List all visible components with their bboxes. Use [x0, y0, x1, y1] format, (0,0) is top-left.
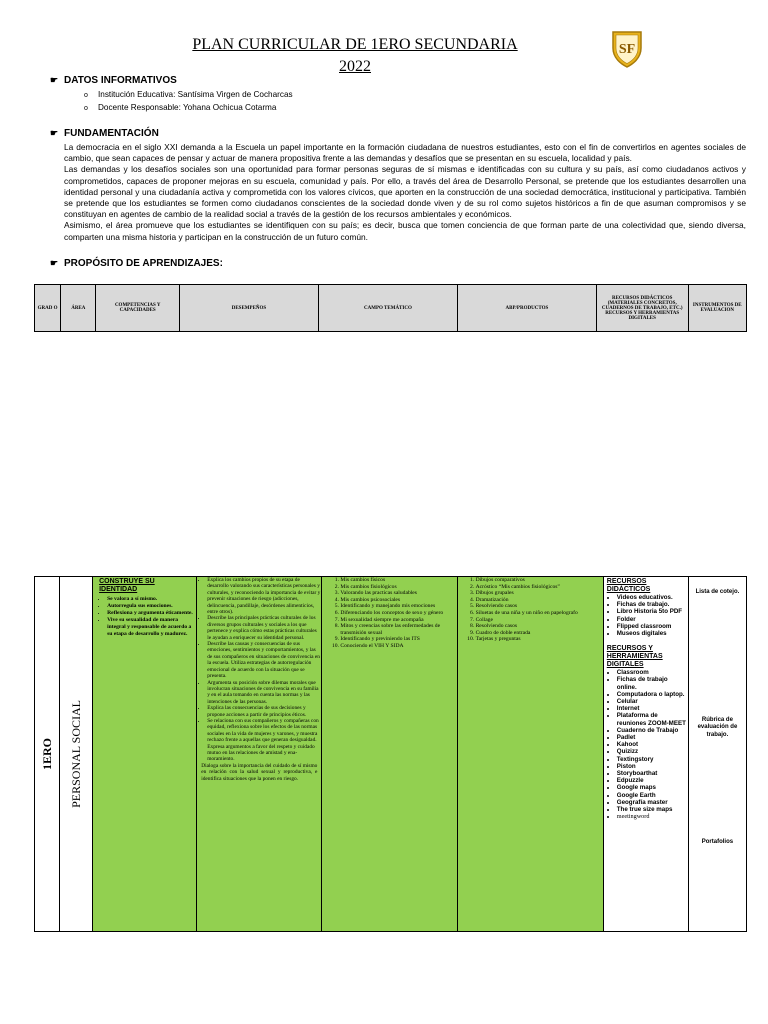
list-item: 2. Acróstico “Mis cambios fisiológicos” — [476, 584, 599, 591]
list-item: 8. Mitos y creencias sobre las enfermedades de transmisión sexual — [340, 623, 452, 636]
section-fundamentacion — [50, 128, 159, 139]
list-item: 6. Siluetas de una niña y un niño en papelografo — [476, 610, 599, 617]
list-item: • Reflexiona y argumenta éticamente. — [107, 610, 196, 617]
list-item: • Se relaciona con sus compañeros y compañeras con equidad, reflexiona sobre los efectos de las normas sociales en la vida de mujeres y varones, y muestra rechazo frente a aquellas que generan desigualdad. Expresa argumentos a favor del respeto y cuidado mutuo en las relaciones de amistad y ena-moramiento. — [207, 718, 321, 763]
list-item: 10. Tarjetas y preguntas — [476, 636, 599, 643]
list-item: • Plataforma de reuniones ZOOM-MEET — [617, 712, 686, 726]
list-item: • Fichas de trabajo online. — [617, 676, 686, 690]
section-proposito — [50, 258, 223, 269]
cell-campo — [322, 577, 457, 932]
recursos-digitales-list — [607, 669, 686, 820]
list-item: • Se valora a sí mismo. — [107, 596, 196, 603]
list-item: • Padlet — [617, 734, 686, 741]
list-item: • Quizizz — [617, 748, 686, 755]
title-line-1: PLAN CURRICULAR DE 1ERO SECUNDARIA — [192, 36, 518, 53]
title-line-2: 2022 — [339, 58, 371, 75]
curriculum-header-table — [34, 284, 747, 332]
list-item: • Explica las consecuencias de sus decisiones y propone acciones a partir de principios éticos. — [207, 705, 321, 718]
desempeno-extra: Dialoga sobre la importancia del cuidado de sí mismo en relación con la salud sexual y reproductiva, e identifica situaciones que la ponen en riesgo. — [201, 762, 318, 782]
list-item: 9. Cuadro de doble entrada — [476, 630, 599, 637]
list-item: • Piston — [617, 763, 686, 770]
list-item: • Libro Historia 5to PDF — [617, 608, 686, 615]
list-item: • Vive su sexualidad de manera integral y responsable de acuerdo a su etapa de desarrollo y madurez. — [107, 617, 196, 638]
header-recursos: RECURSOS DIDÁCTICOS (MATERIALES CONCRETOS, CUADERNOS DE TRABAJO, ETC.) RECURSOS Y HERRAMIENTAS DIGITALES — [596, 285, 688, 332]
cell-competencias — [93, 577, 197, 932]
grado-label: 1ERO — [39, 737, 54, 770]
list-item: • Museos digitales — [617, 630, 686, 637]
list-item: • Kahoot — [617, 741, 686, 748]
list-item: • Argumenta su posición sobre dilemas morales que involucran situaciones de convivencia en su familia y en el aula tomando en cuenta las normas y las intenciones de las personas. — [207, 680, 321, 706]
cell-abp — [457, 577, 603, 932]
list-item: • Computadora o laptop. — [617, 691, 686, 698]
list-item: 2. Mis cambios fisiológicos — [340, 584, 452, 591]
list-item: • Classroom — [617, 669, 686, 676]
recursos-didacticos-list — [607, 594, 686, 637]
section-datos — [50, 75, 177, 86]
cell-grado — [35, 577, 60, 932]
section-fundamentacion-heading: FUNDAMENTACIÓN — [64, 128, 159, 139]
campo-list — [322, 577, 456, 650]
document-title — [190, 34, 520, 78]
cell-desempenos — [197, 577, 322, 932]
instrumento-rubrica: Rúbrica de evaluación de trabajo. — [697, 716, 738, 738]
list-item: • Fichas de trabajo. — [617, 601, 686, 608]
list-item: 6. Diferenciando los conceptos de sexo y género — [340, 610, 452, 617]
list-item: • Folder — [617, 616, 686, 623]
desempenos-list — [207, 577, 321, 763]
datos-item-docente: o Docente Responsable: Yohana Ochicua Cotarma — [84, 103, 277, 112]
list-item: 1. Mis cambios físicos — [340, 577, 452, 584]
list-item: 3. Valorando las practicas saludables — [340, 590, 452, 597]
header-area: ÁREA — [61, 285, 96, 332]
section-proposito-heading: PROPÓSITO DE APRENDIZAJES: — [64, 258, 223, 269]
list-item: • Edpuzzle — [617, 777, 686, 784]
section-datos-heading: DATOS INFORMATIVOS — [64, 75, 177, 86]
list-item: 4. Dramatización — [476, 597, 599, 604]
header-campo: CAMPO TEMÁTICO — [318, 285, 457, 332]
cell-instrumentos — [688, 577, 746, 932]
list-item: • Autorregula sus emociones. — [107, 603, 196, 610]
paragraph: La democracia en el siglo XXI demanda a la Escuela un papel importante en la formación ciudadana de nuestros estudiantes, esto con el fin de convertirlos en agentes sociales de cambio, que sean capaces de pensar y actuar de manera propositiva frente a las demandas y desafíos que se presentan en su escuela, localidad y país. — [64, 142, 746, 164]
list-item: • Videos educativos. — [617, 594, 686, 601]
list-item: • Cuaderno de Trabajo — [617, 727, 686, 734]
list-item: • The true size maps — [617, 806, 686, 813]
list-item: • Describe las causas y consecuencias de sus emociones, sentimientos y comportamientos, y las de sus compañeros en situaciones de convivencia en la escuela. Utiliza estrategias de autorregulación emocional de acuerdo con la situación que se presenta. — [207, 641, 321, 679]
svg-text:SF: SF — [618, 42, 636, 57]
fundamentacion-text — [64, 142, 746, 243]
recursos-didacticos-title: RECURSOS DIDÁCTICOS — [606, 578, 651, 593]
capacidades-list — [107, 596, 196, 638]
list-item: 5. Identificando y manejando mis emociones — [340, 603, 452, 610]
abp-list — [458, 577, 603, 643]
header-abp: ABP/PRODUCTOS — [457, 285, 596, 332]
paragraph: Las demandas y los desafíos sociales son una oportunidad para formar personas seguras de sí mismas e identificadas con su cultura y su país, así como ciudadanos activos y comprometidos, capaces de proponer mejoras en su escuela, comunidad y país. Por ello, a través del área de Desarrollo Personal, se pretende que los estudiantes desarrollen una identidad personal y una ciudadanía activa y comprometida con los valores cívicos, que aporten en la construcción de una sociedad democrática, institucional y participativa. También se pretende que los estudiantes se formen como ciudadanos conscientes de la sociedad donde viven y de su rol como sujetos históricos a fin de que asuman compromisos y se constituyan en agentes de cambio de la realidad social a través de la gestión de los recursos ambientales y económicos. — [64, 164, 746, 220]
list-item: • Google Earth — [617, 792, 686, 799]
cell-area — [60, 577, 93, 932]
list-item: • Geografía master — [617, 799, 686, 806]
recursos-digitales-title: RECURSOS Y HERRAMIENTAS DIGITALES — [606, 645, 663, 669]
datos-item-institucion: o Institución Educativa: Santísima Virgen de Cocharcas — [84, 90, 293, 99]
circle-bullet-icon: o — [84, 92, 88, 99]
list-item: 7. Collage — [476, 617, 599, 624]
list-item: 3. Dibujos grupales — [476, 590, 599, 597]
cell-recursos — [603, 577, 688, 932]
list-item: 9. Identificando y previniendo las ITS — [340, 636, 452, 643]
paragraph: Asimismo, el área promueve que los estudiantes se identifiquen con su país; es decir, busca que tomen conciencia de que forman parte de una colectividad que, siendo diversa, comparten una misma historia y participan en la construcción de un futuro común. — [64, 220, 746, 242]
header-desempenos: DESEMPEÑOS — [179, 285, 318, 332]
hand-pointing-icon: ☛ — [50, 75, 59, 85]
list-item: 8. Resolviendo casos — [476, 623, 599, 630]
instrumento-lista-cotejo: Lista de cotejo. — [695, 589, 740, 595]
header-instrumentos: INSTRUMENTOS DE EVALUACION — [688, 285, 746, 332]
list-item: 4. Mis cambios psicosociales — [340, 597, 452, 604]
list-item: 1. Dibujos comparativos — [476, 577, 599, 584]
list-item: • Textingstory — [617, 756, 686, 763]
list-item: • Describe las principales prácticas culturales de los diversos grupos culturales y sociales a los que pertenece y explica cómo estas prácticas culturales le ayudan a enriquecer su identidad personal. — [207, 615, 321, 641]
list-item: 7. Mi sexualidad siempre me acompaña — [340, 617, 452, 624]
recursos-block — [604, 577, 688, 820]
hand-pointing-icon: ☛ — [50, 258, 59, 268]
list-item: • Explica los cambios propios de su etapa de desarrollo valorando sus características personales y culturales, y reconociendo la importancia de evitar y prevenir situaciones de riesgo (adicciones, delincuencia, pandillaje, desórdenes alimenticios, entre otros). — [207, 577, 321, 615]
circle-bullet-icon: o — [84, 105, 88, 112]
header-competencias: COMPETENCIAS Y CAPACIDADES — [96, 285, 180, 332]
instrumentos-block — [689, 577, 746, 931]
list-item: • Celular — [617, 698, 686, 705]
list-item: • Internet — [617, 705, 686, 712]
list-item: • Storyboarthat — [617, 770, 686, 777]
list-item: 5. Resolviendo casos — [476, 603, 599, 610]
instrumento-portafolios: Portafolios — [701, 839, 734, 845]
list-item: • Google maps — [617, 784, 686, 791]
header-grado: GRAD O — [35, 285, 61, 332]
list-item: • meetingword — [617, 813, 686, 820]
list-item: 10. Conociendo el VIH Y SIDA — [340, 643, 452, 650]
competencia-title: CONSTRUYE SU IDENTIDAD — [99, 578, 155, 593]
hand-pointing-icon: ☛ — [50, 128, 59, 138]
curriculum-body-table — [34, 576, 747, 932]
school-logo — [611, 30, 643, 68]
list-item: • Flipped classroom — [617, 623, 686, 630]
area-label: PERSONAL SOCIAL — [68, 700, 83, 808]
